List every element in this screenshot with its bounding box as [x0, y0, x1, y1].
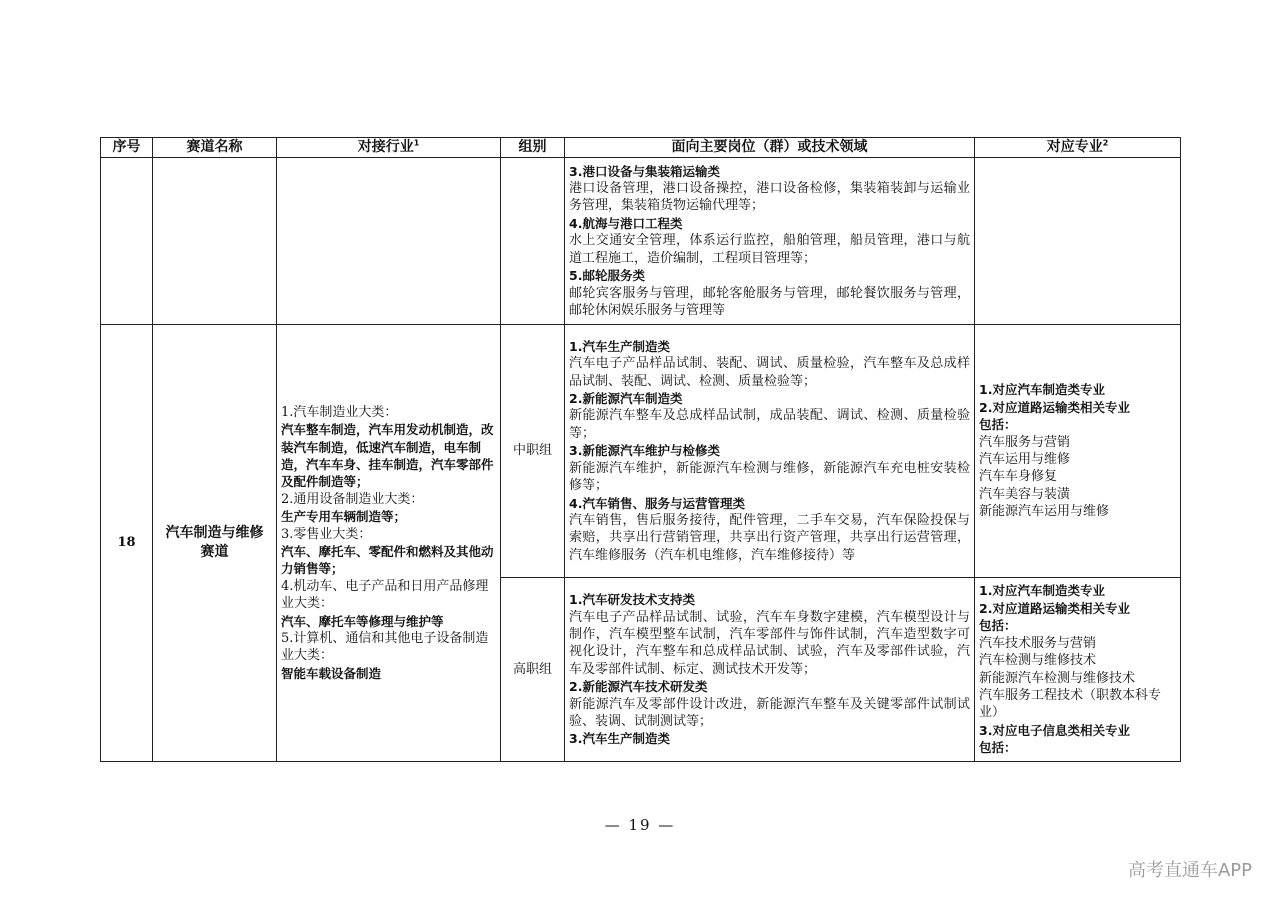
header-majors: 对应专业$^2$ — [975, 138, 1181, 158]
line-text: 4.机动车、电子产品和日用产品修理业大类： — [281, 578, 489, 612]
line-heading: 2.新能源汽车制造类 — [569, 391, 683, 407]
table-row-continued — [101, 158, 1181, 325]
line-text: 汽车电子产品样品试制、装配、调试、质量检验，汽车整车及总成样品试制、装配、调试、检测、质量检验等； — [569, 356, 970, 389]
cell-positions — [565, 578, 975, 762]
cell-track-name — [153, 158, 277, 325]
line-text: 5.计算机、通信和其他电子设备制造业大类： — [281, 631, 489, 664]
page-number: — 19 — — [604, 816, 676, 834]
header-industry: 对接行业$^1$ — [277, 138, 501, 158]
cell-positions — [565, 158, 975, 325]
header-track-name: 赛道名称 — [153, 138, 277, 158]
line-heading: 1.汽车研发技术支持类 — [569, 592, 695, 608]
line-text: 汽车技术服务与营销 — [979, 635, 1097, 651]
cell-group — [501, 158, 565, 325]
line-heading: 1.汽车生产制造类 — [569, 338, 670, 354]
cell-industry — [277, 158, 501, 325]
line-text: 新能源汽车维护，新能源汽车检测与维修，新能源汽车充电桩安装检修等； — [569, 460, 970, 494]
line-heading: 3.对应电子信息类相关专业 — [979, 722, 1130, 738]
curriculum-table — [100, 137, 1181, 762]
line-heading: 1.对应汽车制造类专业 — [979, 382, 1105, 398]
cell-majors — [975, 158, 1181, 325]
cell-seq — [101, 158, 153, 325]
header-positions: 面向主要岗位（群）或技术领域 — [565, 138, 975, 158]
line-heading: 2.新能源汽车技术研发类 — [569, 679, 708, 695]
cell-track-name — [153, 325, 277, 762]
line-heading: 3.汽车生产制造类 — [569, 731, 670, 747]
line-text: 汽车车身修复 — [979, 469, 1058, 485]
header-group: 组别 — [501, 138, 565, 158]
line-heading: 2.对应道路运输类相关专业 — [979, 399, 1130, 415]
cell-majors — [975, 325, 1181, 578]
cell-industry — [277, 325, 501, 762]
header-seq: 序号 — [101, 138, 153, 158]
watermark: 高考直通车APP — [1127, 860, 1252, 881]
line-text: 汽车服务与营销 — [979, 434, 1071, 450]
cell-group: 中职组 — [501, 325, 565, 578]
line-heading: 2.对应道路运输类相关专业 — [979, 600, 1130, 616]
line-text: 汽车检测与维修技术 — [979, 653, 1097, 669]
line-text: 2.通用设备制造业大类： — [281, 491, 424, 507]
line-heading: 3.新能源汽车维护与检修类 — [569, 443, 720, 459]
cell-majors — [975, 578, 1181, 762]
line-text: 汽车运用与维修 — [979, 452, 1071, 467]
line-text: 新能源汽车整车及总成样品试制，成品装配、调试、检测、质量检验等； — [569, 408, 970, 441]
track-name: 汽车制造与维修赛道 — [165, 525, 264, 560]
line-text: 汽车服务工程技术（职教本科专业） — [979, 687, 1162, 721]
line-heading: 5.邮轮服务类 — [569, 268, 645, 284]
line-text: 新能源汽车检测与维修技术 — [979, 670, 1136, 686]
line-text: 港口设备管理，港口设备操控，港口设备检修，集装箱装卸与运输业务管理，集装箱货物运输代理等； — [569, 181, 970, 214]
table-row-18a — [101, 325, 1181, 578]
line-heading: 生产专用车辆制造等； — [281, 509, 407, 525]
line-heading: 汽车整车制造，汽车用发动机制造，改装汽车制造，低速汽车制造，电车制造，汽车车身、挂车制造，汽车零部件及配件制造等； — [281, 422, 494, 490]
line-heading: 1.对应汽车制造类专业 — [979, 583, 1105, 599]
line-text: 邮轮宾客服务与管理，邮轮客舱服务与管理，邮轮餐饮服务与管理，邮轮休闲娱乐服务与管理等 — [569, 285, 970, 318]
line-heading: 汽车、摩托车、零配件和燃料及其他动力销售等； — [281, 544, 494, 577]
line-heading: 包括： — [979, 618, 1017, 634]
line-text: 新能源汽车及零部件设计改进，新能源汽车整车及关键零部件试制试验、装调、试制测试等； — [569, 696, 970, 730]
cell-positions — [565, 325, 975, 578]
line-heading: 智能车载设备制造 — [281, 665, 382, 681]
line-text: 新能源汽车运用与维修 — [979, 504, 1110, 520]
line-heading: 4.航海与港口工程类 — [569, 215, 683, 231]
line-text: 水上交通安全管理，体系运行监控，船舶管理，船员管理，港口与航道工程施工，造价编制，工程项目管理等； — [569, 233, 970, 266]
line-heading: 4.汽车销售、服务与运营管理类 — [569, 495, 745, 511]
line-text: 汽车销售，售后服务接待，配件管理，二手车交易，汽车保险投保与索赔，共享出行营销管理，共享出行资产管理，共享出行运营管理，汽车维修服务（汽车机电维修，汽车维修接待）等 — [569, 512, 970, 563]
line-heading: 汽车、摩托车等修理与维护等 — [281, 613, 444, 629]
line-text: 汽车电子产品样品试制、试验，汽车车身数字建模，汽车模型设计与制作，汽车模型整车试制，汽车零部件与饰件试制，汽车造型数字可视化设计，汽车整车和总成样品试制、试验，汽车及零部件试验，汽车及零部件试制、标定、测试技术开发等； — [569, 609, 970, 677]
line-text: 汽车美容与装潢 — [979, 486, 1071, 502]
line-heading: 包括： — [979, 740, 1017, 756]
footnote-marker: 2 — [1102, 138, 1109, 148]
line-text: 3.零售业大类： — [281, 526, 372, 542]
cell-group: 高职组 — [501, 578, 565, 762]
line-heading: 包括： — [979, 417, 1017, 433]
footnote-marker: 1 — [413, 138, 420, 148]
cell-seq: 18 — [101, 325, 153, 762]
line-heading: 3.港口设备与集装箱运输类 — [569, 163, 720, 179]
line-text: 1.汽车制造业大类： — [281, 404, 398, 420]
table-header-row — [101, 138, 1181, 158]
